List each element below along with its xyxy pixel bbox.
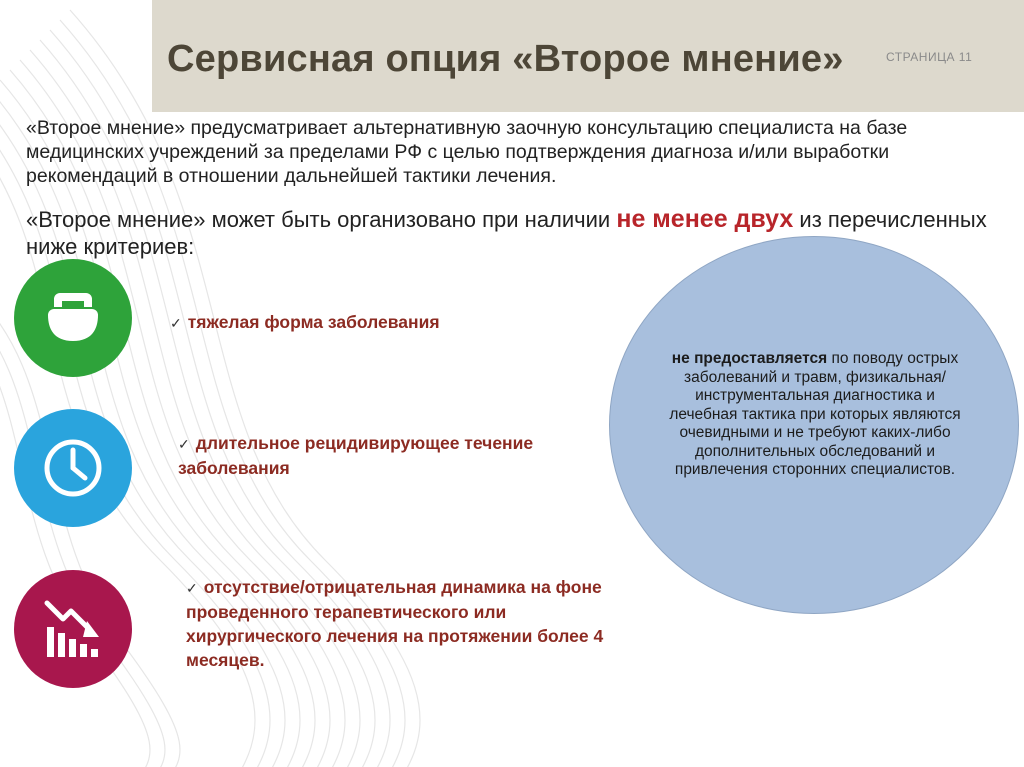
declining-chart-icon (41, 597, 105, 661)
check-icon: ✓ (186, 580, 198, 596)
check-icon: ✓ (170, 315, 182, 331)
exclusion-note (665, 350, 965, 480)
kettlebell-icon (42, 287, 104, 349)
criterion-icon-chronic (14, 409, 132, 527)
clock-icon (41, 436, 105, 500)
page-title: Сервисная опция «Второе мнение» (167, 38, 844, 80)
criterion-negative-dynamics: ✓ отсутствие/отрицательная динамика на фоне проведенного терапевтического или хирургического лечения на протяжении более 4 месяцев. (186, 577, 604, 670)
intro-paragraph: «Второе мнение» предусматривает альтернативную заочную консультацию специалиста на базе медицинских учреждений за пределами РФ с целью подтверждения диагноза и/или выработки рекомендаций в отношении дальнейшей тактики лечения. (26, 117, 908, 187)
criterion-severe: ✓ тяжелая форма заболевания (170, 312, 440, 332)
page-number: СТРАНИЦА 11 (886, 50, 973, 64)
exclusion-note-bold: не предоставляется (671, 350, 828, 367)
criteria-lead: «Второе мнение» может быть организовано при наличии (26, 207, 611, 232)
criterion-chronic: ✓ длительное рецидивирующее течение заболевания (178, 433, 534, 478)
criteria-tail: из перечисленных ниже критериев: (26, 207, 987, 259)
exclusion-note-text: по поводу острых заболеваний и травм, физикальная/инструментальная диагностика и лечебная тактика при которых являются очевидными и не требуют каких-либо дополнительных обследований и привлечения сторонних специалистов. (669, 350, 961, 478)
criterion-icon-negative-dynamics (14, 570, 132, 688)
criteria-highlight: не менее двух (616, 205, 794, 233)
criterion-icon-severe (14, 259, 132, 377)
check-icon: ✓ (178, 436, 190, 452)
